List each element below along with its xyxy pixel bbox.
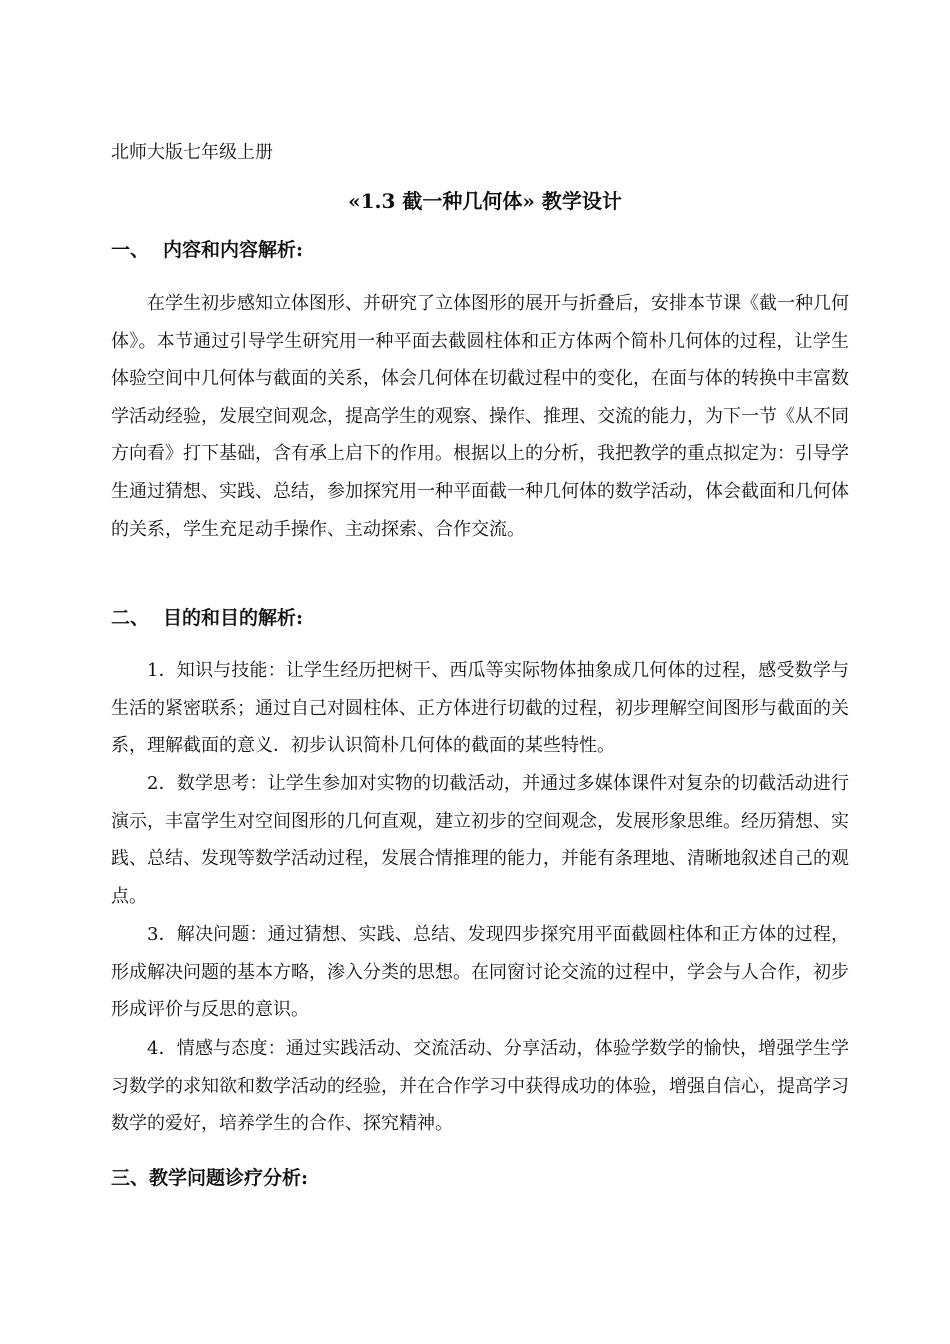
section-3-heading [111,1164,308,1192]
section-2-number: 二、 [111,607,150,629]
objective-item-1: 1．知识与技能：让学生经历把树干、西瓜等实际物体抽象成几何体的过程，感受数学与生活的紧密联系；通过自己对圆柱体、正方体进行切截的过程，初步理解空间图形与截面的关系，理解截面的意义．初步认识简朴几何体的截面的某些特性。 [111,660,849,757]
section-3-title: 教学问题诊疗分析: [149,1167,309,1189]
section-1-title: 内容和内容解析: [163,239,304,261]
section-3-number: 三、 [111,1167,150,1189]
section-2-title: 目的和目的解析: [163,607,304,629]
objective-item-3: 3．解决问题：通过猜想、实践、总结、发现四步探究用平面截圆柱体和正方体的过程，形成解决问题的基本方略，渗入分类的思想。在同窗讨论交流的过程中，学会与人合作，初步形成评价与反思的意识。 [111,924,849,1021]
section-2-heading [111,604,303,632]
document-title: «1.3 截一种几何体» 教学设计 [348,189,622,213]
objective-item-2: 2．数学思考：让学生参加对实物的切截活动，并通过多媒体课件对复杂的切截活动进行演示，丰富学生对空间图形的几何直观，建立初步的空间观念，发展形象思维。经历猜想、实践、总结、发现等数学活动过程，发展合情推理的能力，并能有条理地、清晰地叙述自己的观点。 [111,773,849,907]
section-1-paragraph: 在学生初步感知立体图形、并研究了立体图形的展开与折叠后，安排本节课《截一种几何体》。本节通过引导学生研究用一种平面去截圆柱体和正方体两个简朴几何体的过程，让学生体验空间中几何体与截面的关系，体会几何体在切截过程中的变化，在面与体的转换中丰富数学活动经验，发展空间观念，提高学生的观察、操作、推理、交流的能力，为下一节《从不同方向看》打下基础，含有承上启下的作用。根据以上的分析，我把教学的重点拟定为：引导学生通过猜想、实践、总结，参加探究用一种平面截一种几何体的数学活动，体会截面和几何体的关系，学生充足动手操作、主动探索、合作交流。 [111,293,849,540]
objective-item-4: 4．情感与态度：通过实践活动、交流活动、分享活动，体验学数学的愉快，增强学生学习数学的求知欲和数学活动的经验，并在合作学习中获得成功的体验，增强自信心，提高学习数学的爱好，培养学生的合作、探究精神。 [111,1038,849,1135]
edition-label: 北师大版七年级上册 [111,142,273,163]
section-1-heading [111,236,303,264]
section-1-number: 一、 [111,239,150,261]
